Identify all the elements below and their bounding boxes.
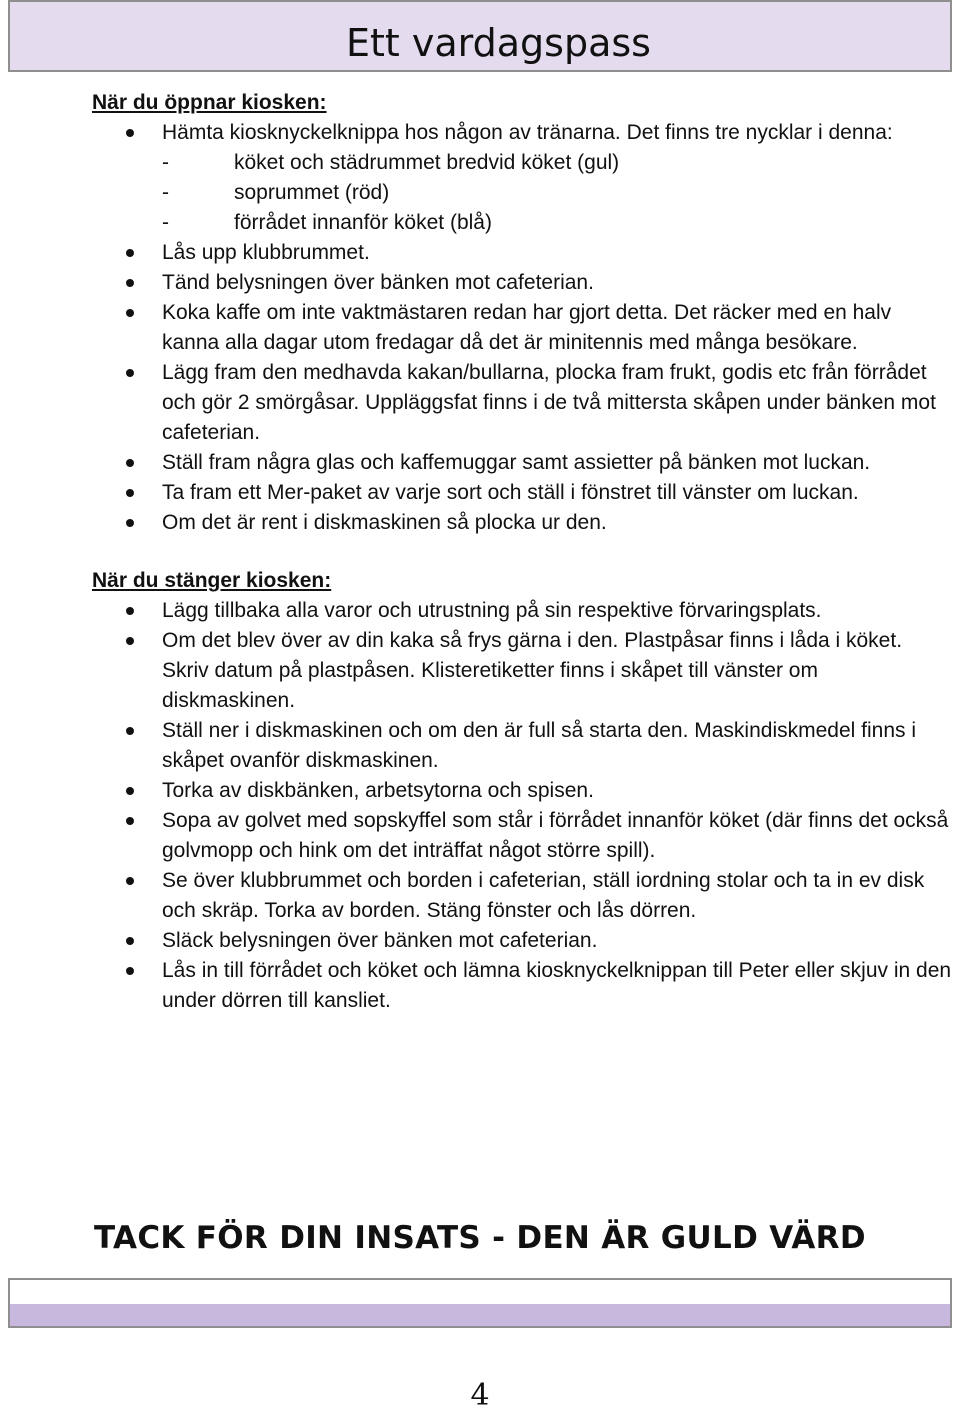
bullet-icon — [126, 459, 134, 467]
list-item-text: Hämta kiosknyckelknippa hos någon av tränarna. Det finns tre nycklar i denna: — [162, 121, 893, 144]
key-item-text: köket och städrummet bredvid köket (gul) — [234, 151, 620, 174]
list-item-text: Släck belysningen över bänken mot cafeterian. — [162, 929, 598, 952]
bullet-icon — [126, 369, 134, 377]
bullet-icon — [126, 967, 134, 975]
dash-marker: - — [162, 211, 169, 234]
list-item-text: Ställ fram några glas och kaffemuggar samt assietter på bänken mot luckan. — [162, 451, 871, 474]
bullet-icon — [126, 787, 134, 795]
footer-banner — [8, 1278, 952, 1328]
closing-section — [92, 566, 952, 1016]
bullet-icon — [126, 877, 134, 885]
list-item-text: Om det blev över av din kaka så frys gärna i den. Plastpåsar finns i låda i köket. Skriv datum på plastpåsen. Klisteretiketter finns i skåpet till vänster om diskmaskinen. — [162, 629, 903, 712]
list-item-text: Sopa av golvet med sopskyffel som står i förrådet innanför köket (där finns det också golvmopp och hink om det inträffat något större spill). — [162, 809, 949, 862]
dash-marker: - — [162, 151, 169, 174]
key-item — [162, 178, 952, 208]
list-item-text: Se över klubbrummet och borden i cafeterian, ställ iordning stolar och ta in ev disk och skräp. Torka av borden. Stäng fönster och lås dörren. — [162, 869, 925, 922]
list-item-text: Lås in till förrådet och köket och lämna kiosknyckelknippan till Peter eller skjuv in den under dörren till kansliet. — [162, 959, 952, 1012]
page-number: 4 — [470, 1378, 490, 1413]
list-item-text: Koka kaffe om inte vaktmästaren redan har gjort detta. Det räcker med en halv kanna alla dagar utom fredagar då det är minitennis med många besökare. — [162, 301, 892, 354]
dash-marker: - — [162, 181, 169, 204]
instructions-content — [92, 88, 952, 1016]
bullet-icon — [126, 817, 134, 825]
bullet-icon — [126, 309, 134, 317]
list-item — [92, 508, 952, 538]
list-item — [92, 118, 952, 238]
key-list — [162, 148, 952, 238]
list-item — [92, 298, 952, 358]
bullet-icon — [126, 637, 134, 645]
list-item — [92, 926, 952, 956]
key-item-text: förrådet innanför köket (blå) — [234, 211, 492, 234]
opening-list — [92, 118, 952, 538]
list-item — [92, 956, 952, 1016]
list-item-text: Om det är rent i diskmaskinen så plocka ur den. — [162, 511, 607, 534]
list-item — [92, 866, 952, 926]
list-item — [92, 596, 952, 626]
list-item — [92, 716, 952, 776]
list-item-text: Tänd belysningen över bänken mot cafeterian. — [162, 271, 594, 294]
list-item-text: Lägg fram den medhavda kakan/bullarna, plocka fram frukt, godis etc från förrådet och gör 2 smörgåsar. Uppläggsfat finns i de två mittersta skåpen under bänken mot cafeterian. — [162, 361, 936, 444]
list-item — [92, 626, 952, 716]
bullet-icon — [126, 489, 134, 497]
key-item-text: soprummet (röd) — [234, 181, 390, 204]
list-item — [92, 268, 952, 298]
thanks-message: TACK FÖR DIN INSATS - DEN ÄR GULD VÄRD — [94, 1220, 866, 1256]
list-item-text: Lägg tillbaka alla varor och utrustning på sin respektive förvaringsplats. — [162, 599, 822, 622]
list-item — [92, 358, 952, 448]
bullet-icon — [126, 279, 134, 287]
bullet-icon — [126, 249, 134, 257]
bullet-icon — [126, 727, 134, 735]
bullet-icon — [126, 129, 134, 137]
list-item-text: Lås upp klubbrummet. — [162, 241, 370, 264]
opening-heading: När du öppnar kiosken: — [92, 91, 327, 114]
list-item-text: Ställ ner i diskmaskinen och om den är full så starta den. Maskindiskmedel finns i skåpet ovanför diskmaskinen. — [162, 719, 917, 772]
page-title: Ett vardagspass — [346, 21, 651, 65]
key-item — [162, 208, 952, 238]
bullet-icon — [126, 519, 134, 527]
footer-strip — [10, 1304, 950, 1326]
bullet-icon — [126, 607, 134, 615]
list-item-text: Torka av diskbänken, arbetsytorna och spisen. — [162, 779, 594, 802]
closing-list — [92, 596, 952, 1016]
list-item — [92, 238, 952, 268]
list-item — [92, 776, 952, 806]
closing-heading: När du stänger kiosken: — [92, 569, 332, 592]
bullet-icon — [126, 937, 134, 945]
list-item — [92, 448, 952, 478]
list-item — [92, 478, 952, 508]
list-item — [92, 806, 952, 866]
key-item — [162, 148, 952, 178]
list-item-text: Ta fram ett Mer-paket av varje sort och ställ i fönstret till vänster om luckan. — [162, 481, 859, 504]
